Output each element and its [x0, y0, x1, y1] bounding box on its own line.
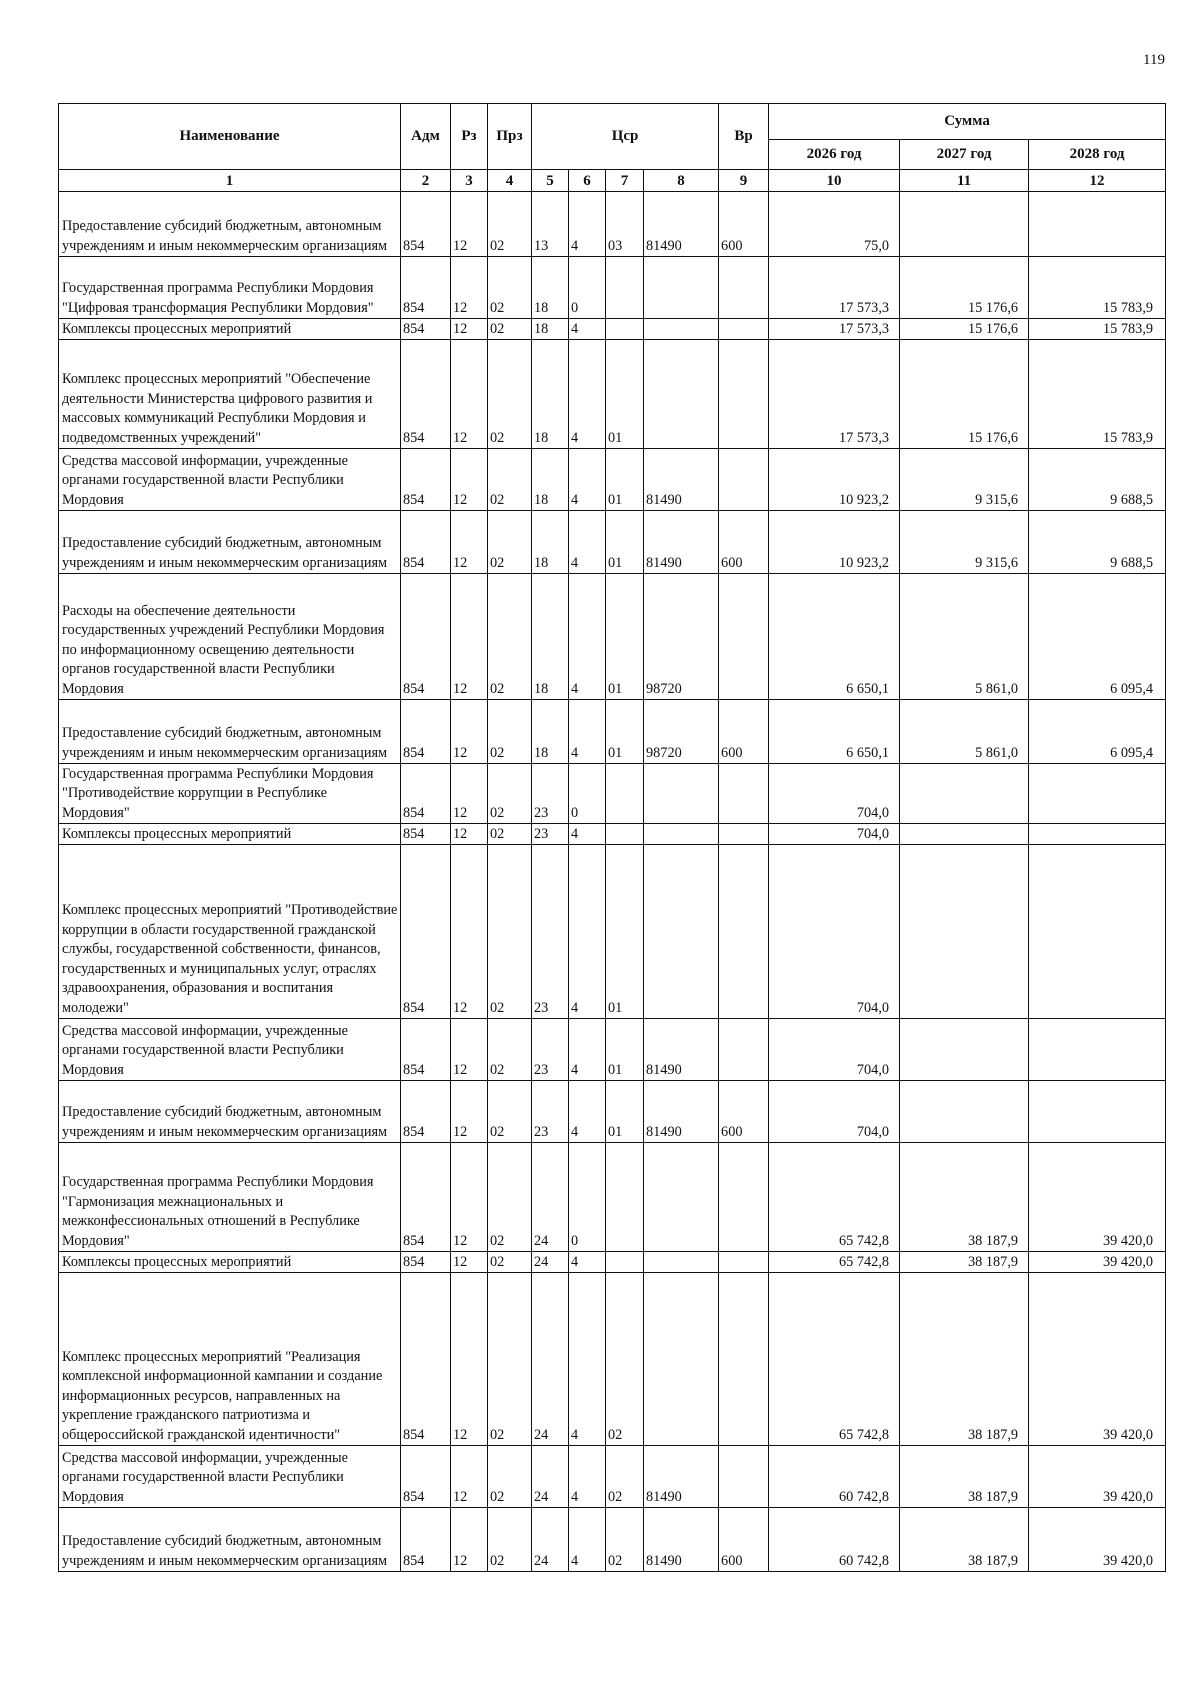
row-sum-2027: [900, 192, 1029, 257]
row-sum-2028: 39 420,0: [1029, 1143, 1166, 1252]
row-rz: 12: [451, 340, 488, 449]
row-csr-8: 98720: [644, 574, 719, 700]
row-sum-2026: 75,0: [769, 192, 900, 257]
row-csr-6: 4: [569, 1019, 606, 1081]
row-csr-6: 4: [569, 511, 606, 574]
row-sum-2027: 38 187,9: [900, 1273, 1029, 1446]
row-csr-6: 4: [569, 1081, 606, 1143]
row-sum-2026: 704,0: [769, 1081, 900, 1143]
row-csr-5: 18: [532, 340, 569, 449]
row-prz: 02: [488, 1081, 532, 1143]
row-prz: 02: [488, 257, 532, 319]
row-prz: 02: [488, 1143, 532, 1252]
row-csr-6: 0: [569, 764, 606, 824]
row-csr-5: 23: [532, 764, 569, 824]
row-adm: 854: [401, 449, 451, 511]
col-number: 3: [451, 170, 488, 192]
row-csr-6: 4: [569, 1252, 606, 1273]
row-sum-2026: 6 650,1: [769, 700, 900, 764]
row-adm: 854: [401, 1508, 451, 1572]
row-sum-2026: 60 742,8: [769, 1508, 900, 1572]
row-csr-6: 4: [569, 845, 606, 1019]
row-csr-7: [606, 1252, 644, 1273]
row-vr: [719, 340, 769, 449]
col-number: 11: [900, 170, 1029, 192]
row-rz: 12: [451, 1508, 488, 1572]
row-prz: 02: [488, 340, 532, 449]
row-adm: 854: [401, 574, 451, 700]
row-name: Предоставление субсидий бюджетным, автономным учреждениям и иным некоммерческим организациям: [59, 700, 401, 764]
row-vr: [719, 1252, 769, 1273]
row-csr-8: [644, 1143, 719, 1252]
row-csr-8: [644, 824, 719, 845]
row-name: Комплексы процессных мероприятий: [59, 824, 401, 845]
row-sum-2027: [900, 845, 1029, 1019]
row-csr-5: 23: [532, 824, 569, 845]
row-vr: 600: [719, 192, 769, 257]
row-csr-7: [606, 1143, 644, 1252]
table-row: [59, 319, 1166, 340]
row-sum-2028: [1029, 1081, 1166, 1143]
row-sum-2028: 39 420,0: [1029, 1508, 1166, 1572]
row-sum-2026: 17 573,3: [769, 340, 900, 449]
col-number: 4: [488, 170, 532, 192]
row-prz: 02: [488, 1019, 532, 1081]
row-adm: 854: [401, 1446, 451, 1508]
row-vr: [719, 845, 769, 1019]
row-csr-8: [644, 257, 719, 319]
row-csr-7: 03: [606, 192, 644, 257]
row-name: Расходы на обеспечение деятельности государственных учреждений Республики Мордовия по информационному освещению деятельности органов государственной власти Республики Мордовия: [59, 574, 401, 700]
row-rz: 12: [451, 1446, 488, 1508]
row-vr: [719, 1143, 769, 1252]
row-rz: 12: [451, 1019, 488, 1081]
row-sum-2028: 15 783,9: [1029, 340, 1166, 449]
row-csr-6: 4: [569, 319, 606, 340]
row-sum-2027: 5 861,0: [900, 700, 1029, 764]
row-prz: 02: [488, 192, 532, 257]
row-csr-7: 02: [606, 1446, 644, 1508]
row-prz: 02: [488, 764, 532, 824]
row-rz: 12: [451, 319, 488, 340]
row-sum-2027: 9 315,6: [900, 449, 1029, 511]
row-name: Предоставление субсидий бюджетным, автономным учреждениям и иным некоммерческим организациям: [59, 1508, 401, 1572]
row-adm: 854: [401, 257, 451, 319]
row-csr-7: 01: [606, 1081, 644, 1143]
row-csr-7: 01: [606, 511, 644, 574]
row-vr: [719, 1446, 769, 1508]
row-csr-8: 81490: [644, 511, 719, 574]
row-name: Комплекс процессных мероприятий "Противодействие коррупции в области государственной гражданской службы, государственной собственности, финансов, государственных и муниципальных услуг, отраслях здравоохранения, образования и воспитания молодежи": [59, 845, 401, 1019]
row-vr: [719, 1019, 769, 1081]
row-sum-2028: [1029, 764, 1166, 824]
row-csr-6: 4: [569, 192, 606, 257]
row-vr: [719, 764, 769, 824]
col-number: 1: [59, 170, 401, 192]
table-row: [59, 192, 1166, 257]
row-sum-2026: 60 742,8: [769, 1446, 900, 1508]
row-csr-5: 18: [532, 257, 569, 319]
col-number: 10: [769, 170, 900, 192]
row-csr-8: [644, 764, 719, 824]
table-row: [59, 1508, 1166, 1572]
row-sum-2027: [900, 824, 1029, 845]
table-row: [59, 340, 1166, 449]
header-adm: Адм: [401, 104, 451, 170]
row-csr-5: 23: [532, 1019, 569, 1081]
row-csr-5: 24: [532, 1143, 569, 1252]
row-name: Государственная программа Республики Мордовия "Гармонизация межнациональных и межконфессиональных отношений в Республике Мордовия": [59, 1143, 401, 1252]
row-adm: 854: [401, 764, 451, 824]
row-rz: 12: [451, 1252, 488, 1273]
row-csr-8: 81490: [644, 1446, 719, 1508]
row-csr-5: 13: [532, 192, 569, 257]
row-csr-6: 4: [569, 574, 606, 700]
row-adm: 854: [401, 340, 451, 449]
row-csr-6: 4: [569, 1273, 606, 1446]
row-csr-7: [606, 824, 644, 845]
row-csr-7: 01: [606, 340, 644, 449]
row-vr: [719, 449, 769, 511]
row-sum-2027: [900, 1081, 1029, 1143]
row-csr-7: 02: [606, 1508, 644, 1572]
budget-table: [58, 103, 1166, 1572]
row-sum-2026: 65 742,8: [769, 1143, 900, 1252]
table-row: [59, 1252, 1166, 1273]
row-prz: 02: [488, 1446, 532, 1508]
row-adm: 854: [401, 700, 451, 764]
row-name: Комплексы процессных мероприятий: [59, 1252, 401, 1273]
row-name: Средства массовой информации, учрежденные органами государственной власти Республики Мордовия: [59, 1446, 401, 1508]
row-name: Государственная программа Республики Мордовия "Противодействие коррупции в Республике Мордовия": [59, 764, 401, 824]
table-row: [59, 449, 1166, 511]
row-name: Комплексы процессных мероприятий: [59, 319, 401, 340]
row-csr-7: 01: [606, 1019, 644, 1081]
table-row: [59, 1446, 1166, 1508]
row-adm: 854: [401, 1143, 451, 1252]
row-sum-2026: 704,0: [769, 1019, 900, 1081]
col-number: 5: [532, 170, 569, 192]
row-sum-2028: 9 688,5: [1029, 449, 1166, 511]
row-csr-6: 4: [569, 340, 606, 449]
row-rz: 12: [451, 824, 488, 845]
row-sum-2026: 704,0: [769, 824, 900, 845]
row-csr-6: 0: [569, 1143, 606, 1252]
col-number: 9: [719, 170, 769, 192]
row-prz: 02: [488, 1252, 532, 1273]
row-sum-2027: 38 187,9: [900, 1143, 1029, 1252]
row-rz: 12: [451, 845, 488, 1019]
row-csr-8: [644, 340, 719, 449]
row-sum-2027: 15 176,6: [900, 257, 1029, 319]
header-sum: Сумма: [769, 104, 1166, 140]
row-csr-5: 24: [532, 1446, 569, 1508]
row-vr: 600: [719, 1508, 769, 1572]
row-vr: [719, 1273, 769, 1446]
header-vr: Вр: [719, 104, 769, 170]
row-csr-8: 81490: [644, 1081, 719, 1143]
row-sum-2027: 5 861,0: [900, 574, 1029, 700]
table-row: [59, 764, 1166, 824]
row-sum-2028: 39 420,0: [1029, 1252, 1166, 1273]
col-number: 2: [401, 170, 451, 192]
row-csr-8: 81490: [644, 192, 719, 257]
row-name: Комплекс процессных мероприятий "Реализация комплексной информационной кампании и создание информационных ресурсов, направленных на укрепление гражданского патриотизма и общероссийской гражданской идентичности": [59, 1273, 401, 1446]
row-prz: 02: [488, 700, 532, 764]
row-prz: 02: [488, 574, 532, 700]
row-rz: 12: [451, 764, 488, 824]
row-csr-6: 4: [569, 824, 606, 845]
row-sum-2026: 704,0: [769, 764, 900, 824]
row-sum-2026: 17 573,3: [769, 319, 900, 340]
row-rz: 12: [451, 1143, 488, 1252]
row-sum-2028: [1029, 824, 1166, 845]
row-sum-2026: 704,0: [769, 845, 900, 1019]
row-csr-5: 18: [532, 574, 569, 700]
table-row: [59, 511, 1166, 574]
row-name: Комплекс процессных мероприятий "Обеспечение деятельности Министерства цифрового развития и массовых коммуникаций Республики Мордовия и подведомственных учреждений": [59, 340, 401, 449]
row-sum-2027: 9 315,6: [900, 511, 1029, 574]
row-adm: 854: [401, 511, 451, 574]
table-body: [59, 192, 1166, 1572]
row-adm: 854: [401, 319, 451, 340]
row-rz: 12: [451, 449, 488, 511]
row-sum-2026: 65 742,8: [769, 1273, 900, 1446]
row-sum-2027: 15 176,6: [900, 319, 1029, 340]
row-sum-2028: 6 095,4: [1029, 574, 1166, 700]
row-rz: 12: [451, 1081, 488, 1143]
col-number: 6: [569, 170, 606, 192]
row-csr-8: 81490: [644, 449, 719, 511]
row-name: Предоставление субсидий бюджетным, автономным учреждениям и иным некоммерческим организациям: [59, 192, 401, 257]
row-adm: 854: [401, 1019, 451, 1081]
row-sum-2028: [1029, 1019, 1166, 1081]
row-csr-5: 24: [532, 1252, 569, 1273]
table-row: [59, 1081, 1166, 1143]
row-adm: 854: [401, 1273, 451, 1446]
row-vr: 600: [719, 511, 769, 574]
row-prz: 02: [488, 511, 532, 574]
row-csr-7: 02: [606, 1273, 644, 1446]
header-rz: Рз: [451, 104, 488, 170]
row-sum-2027: 15 176,6: [900, 340, 1029, 449]
row-name: Государственная программа Республики Мордовия "Цифровая трансформация Республики Мордовия": [59, 257, 401, 319]
row-prz: 02: [488, 1273, 532, 1446]
row-prz: 02: [488, 824, 532, 845]
row-sum-2027: 38 187,9: [900, 1252, 1029, 1273]
row-sum-2028: 15 783,9: [1029, 319, 1166, 340]
row-csr-7: 01: [606, 449, 644, 511]
header-csr: Цср: [532, 104, 719, 170]
row-csr-8: 81490: [644, 1508, 719, 1572]
row-csr-5: 18: [532, 449, 569, 511]
row-adm: 854: [401, 1081, 451, 1143]
row-rz: 12: [451, 192, 488, 257]
row-sum-2027: 38 187,9: [900, 1446, 1029, 1508]
row-csr-7: 01: [606, 574, 644, 700]
row-name: Средства массовой информации, учрежденные органами государственной власти Республики Мордовия: [59, 1019, 401, 1081]
row-rz: 12: [451, 511, 488, 574]
row-name: Предоставление субсидий бюджетным, автономным учреждениям и иным некоммерческим организациям: [59, 511, 401, 574]
row-csr-8: 81490: [644, 1019, 719, 1081]
row-sum-2028: 39 420,0: [1029, 1446, 1166, 1508]
row-rz: 12: [451, 1273, 488, 1446]
row-csr-7: 01: [606, 700, 644, 764]
row-csr-8: [644, 319, 719, 340]
row-adm: 854: [401, 192, 451, 257]
col-number: 8: [644, 170, 719, 192]
row-sum-2028: [1029, 845, 1166, 1019]
row-rz: 12: [451, 700, 488, 764]
row-sum-2028: 39 420,0: [1029, 1273, 1166, 1446]
row-adm: 854: [401, 824, 451, 845]
row-csr-5: 18: [532, 319, 569, 340]
header-year-2026: 2026 год: [769, 140, 900, 170]
row-vr: [719, 319, 769, 340]
row-sum-2028: 15 783,9: [1029, 257, 1166, 319]
row-csr-7: [606, 764, 644, 824]
row-vr: [719, 574, 769, 700]
row-sum-2026: 6 650,1: [769, 574, 900, 700]
row-name: Средства массовой информации, учрежденные органами государственной власти Республики Мордовия: [59, 449, 401, 511]
row-csr-8: 98720: [644, 700, 719, 764]
table-row: [59, 1273, 1166, 1446]
row-sum-2026: 10 923,2: [769, 449, 900, 511]
row-csr-8: [644, 1252, 719, 1273]
row-vr: [719, 824, 769, 845]
row-vr: [719, 257, 769, 319]
row-csr-6: 4: [569, 700, 606, 764]
header-year-2028: 2028 год: [1029, 140, 1166, 170]
row-csr-5: 23: [532, 845, 569, 1019]
row-csr-5: 23: [532, 1081, 569, 1143]
header-prz: Прз: [488, 104, 532, 170]
row-prz: 02: [488, 449, 532, 511]
row-csr-7: [606, 319, 644, 340]
row-csr-6: 4: [569, 449, 606, 511]
row-csr-6: 4: [569, 1446, 606, 1508]
row-csr-5: 18: [532, 700, 569, 764]
table-row: [59, 824, 1166, 845]
row-sum-2027: [900, 1019, 1029, 1081]
row-csr-5: 24: [532, 1508, 569, 1572]
row-csr-6: 4: [569, 1508, 606, 1572]
table-row: [59, 1143, 1166, 1252]
row-vr: 600: [719, 1081, 769, 1143]
row-prz: 02: [488, 1508, 532, 1572]
row-prz: 02: [488, 319, 532, 340]
row-csr-8: [644, 1273, 719, 1446]
row-csr-5: 18: [532, 511, 569, 574]
table-row: [59, 1019, 1166, 1081]
table-row: [59, 257, 1166, 319]
row-sum-2026: 17 573,3: [769, 257, 900, 319]
row-rz: 12: [451, 574, 488, 700]
header-year-2027: 2027 год: [900, 140, 1029, 170]
row-csr-6: 0: [569, 257, 606, 319]
row-sum-2026: 65 742,8: [769, 1252, 900, 1273]
col-number: 7: [606, 170, 644, 192]
page-number: 119: [1143, 52, 1165, 68]
row-csr-7: 01: [606, 845, 644, 1019]
row-sum-2027: [900, 764, 1029, 824]
row-rz: 12: [451, 257, 488, 319]
row-adm: 854: [401, 1252, 451, 1273]
table-row: [59, 700, 1166, 764]
row-csr-8: [644, 845, 719, 1019]
row-sum-2027: 38 187,9: [900, 1508, 1029, 1572]
row-sum-2026: 10 923,2: [769, 511, 900, 574]
row-csr-7: [606, 257, 644, 319]
col-number: 12: [1029, 170, 1166, 192]
row-sum-2028: [1029, 192, 1166, 257]
row-prz: 02: [488, 845, 532, 1019]
row-sum-2028: 6 095,4: [1029, 700, 1166, 764]
row-name: Предоставление субсидий бюджетным, автономным учреждениям и иным некоммерческим организациям: [59, 1081, 401, 1143]
row-vr: 600: [719, 700, 769, 764]
table-row: [59, 845, 1166, 1019]
table-row: [59, 574, 1166, 700]
header-name: Наименование: [59, 104, 401, 170]
row-sum-2028: 9 688,5: [1029, 511, 1166, 574]
row-csr-5: 24: [532, 1273, 569, 1446]
row-adm: 854: [401, 845, 451, 1019]
